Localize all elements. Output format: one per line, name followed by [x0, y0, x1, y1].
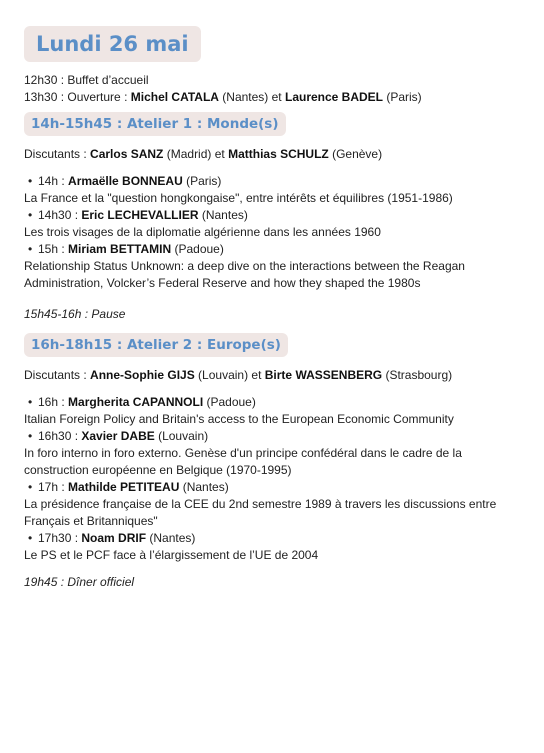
intro-time: 12h30 :: [24, 73, 68, 87]
discutant-name: Birte WASSENBERG: [264, 368, 383, 382]
atelier-2-talk: [24, 479, 522, 530]
talk-place: (Padoue): [171, 242, 224, 256]
talk-place: (Louvain): [154, 429, 209, 443]
talk-title: Relationship Status Unknown: a deep dive on the interactions between the Reagan Administration, Volcker’s Federal Reserve and how they shaped the 1980s: [24, 259, 465, 290]
speaker-place: (Paris): [383, 90, 422, 104]
atelier-2-talk: [24, 394, 522, 428]
talk-title: Les trois visages de la diplomatie algérienne dans les années 1960: [24, 225, 381, 239]
atelier-1-talk: [24, 207, 522, 241]
intro-text: Ouverture :: [67, 90, 131, 104]
speaker-place: (Nantes) et: [218, 90, 285, 104]
talk-place: (Nantes): [198, 208, 248, 222]
discutant-place: (Genève): [328, 147, 383, 161]
talk-time: 17h :: [38, 480, 69, 494]
atelier-1-talk: [24, 173, 522, 207]
pause-line: 15h45-16h : Pause: [24, 307, 126, 321]
talk-speaker: Margherita CAPANNOLI: [68, 395, 204, 409]
intro-line-buffet: [24, 72, 522, 89]
talk-time: 16h30 :: [38, 429, 82, 443]
talk-place: (Nantes): [179, 480, 229, 494]
atelier-2-talk: [24, 530, 522, 564]
discutants-label: Discutants :: [24, 368, 91, 382]
atelier-2-discutants: [24, 367, 522, 384]
discutant-place: (Strasbourg): [382, 368, 453, 382]
talk-speaker: Mathilde PETITEAU: [68, 480, 180, 494]
atelier-2-talk: [24, 428, 522, 479]
talk-time: 17h30 :: [38, 531, 82, 545]
atelier-1-discutants: [24, 146, 522, 163]
talk-time: 14h :: [38, 174, 69, 188]
talk-head: [24, 173, 522, 190]
talk-place: (Nantes): [146, 531, 196, 545]
talk-head: [24, 530, 522, 547]
atelier-1-talk: [24, 241, 522, 292]
talk-title: La présidence française de la CEE du 2nd semestre 1989 à travers les discussions entre Français et Britanniques": [24, 497, 497, 528]
talk-speaker: Armaëlle BONNEAU: [68, 174, 183, 188]
talk-time: 16h :: [38, 395, 69, 409]
talk-speaker: Xavier DABE: [81, 429, 155, 443]
talk-speaker: Eric LECHEVALLIER: [81, 208, 199, 222]
talk-speaker: Noam DRIF: [81, 531, 147, 545]
discutant-name: Matthias SCHULZ: [228, 147, 329, 161]
talk-speaker: Miriam BETTAMIN: [68, 242, 172, 256]
talk-place: (Padoue): [203, 395, 256, 409]
intro-line-opening: [24, 89, 522, 106]
speaker-name: Laurence BADEL: [284, 90, 384, 104]
talk-head: [24, 394, 522, 411]
talk-head: [24, 241, 522, 258]
discutant-place: (Madrid) et: [163, 147, 229, 161]
talk-title: La France et la "question hongkongaise", entre intérêts et équilibres (1951-1986): [24, 191, 453, 205]
talk-title: Le PS et le PCF face à l’élargissement de l’UE de 2004: [24, 548, 319, 562]
intro-time: 13h30 :: [24, 90, 68, 104]
dinner-line: 19h45 : Dîner officiel: [24, 575, 135, 589]
atelier-2-title: 16h-18h15 : Atelier 2 : Europe(s): [24, 333, 288, 357]
talk-time: 15h :: [38, 242, 69, 256]
talk-place: (Paris): [182, 174, 222, 188]
day-title: Lundi 26 mai: [24, 26, 201, 62]
talk-time: 14h30 :: [38, 208, 82, 222]
talk-title: In foro interno in foro externo. Genèse d'un principe confédéral dans le cadre de la construction européenne en Belgique (1970-1995): [24, 446, 462, 477]
atelier-1-title: 14h-15h45 : Atelier 1 : Monde(s): [24, 112, 286, 136]
talk-head: [24, 428, 522, 445]
intro-text: Buffet d’accueil: [67, 73, 149, 87]
discutant-name: Anne-Sophie GIJS: [90, 368, 195, 382]
discutant-name: Carlos SANZ: [90, 147, 164, 161]
discutants-label: Discutants :: [24, 147, 91, 161]
talk-head: [24, 479, 522, 496]
talk-title: Italian Foreign Policy and Britain's access to the European Economic Community: [24, 412, 454, 426]
speaker-name: Michel CATALA: [130, 90, 219, 104]
discutant-place: (Louvain) et: [194, 368, 265, 382]
talk-head: [24, 207, 522, 224]
